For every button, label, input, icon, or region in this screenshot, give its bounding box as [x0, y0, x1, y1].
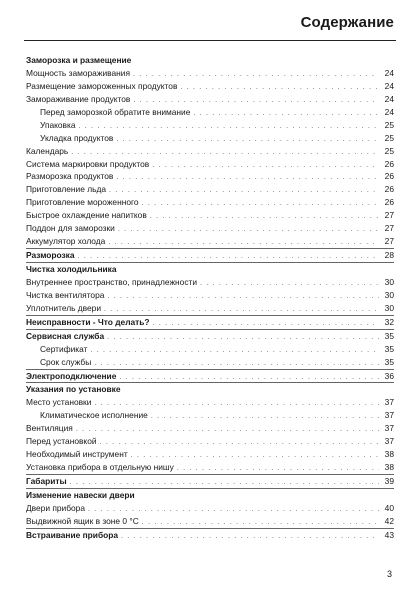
toc-entry-page: 37: [384, 397, 394, 408]
toc-entry-page: 37: [384, 436, 394, 447]
toc-entry[interactable]: [26, 170, 394, 183]
toc-leader-dots: [131, 450, 379, 461]
toc-section-heading[interactable]: [26, 382, 394, 396]
toc-entry-page: 30: [384, 289, 394, 300]
toc-leader-dots: [121, 531, 379, 542]
toc-entry-page: 35: [384, 356, 394, 367]
toc-entry-page: 40: [384, 502, 394, 513]
toc-entry-page: 24: [384, 106, 394, 117]
toc-entry[interactable]: [26, 106, 394, 119]
toc-entry-title: Мощность замораживания: [26, 67, 130, 78]
toc-entry[interactable]: [26, 343, 394, 356]
toc-entry-page: 38: [384, 462, 394, 473]
toc-entry[interactable]: [26, 209, 394, 222]
toc-leader-dots: [94, 398, 379, 409]
toc-entry-title: Сертификат: [40, 343, 88, 354]
toc-entry[interactable]: [26, 302, 394, 315]
toc-entry[interactable]: [26, 369, 394, 383]
toc-leader-dots: [78, 251, 379, 262]
toc-leader-dots: [142, 198, 379, 209]
toc-entry-title: Перед установкой: [26, 436, 97, 447]
toc-entry-title: Габариты: [26, 476, 67, 486]
toc-leader-dots: [79, 121, 379, 132]
toc-leader-dots: [100, 437, 379, 448]
toc-entry[interactable]: [26, 183, 394, 196]
toc-entry-page: 24: [384, 67, 394, 78]
toc-leader-dots: [116, 172, 379, 183]
toc-entry-page: 27: [384, 223, 394, 234]
toc-leader-dots: [152, 160, 379, 171]
toc-section-heading[interactable]: [26, 262, 394, 276]
toc-leader-dots: [180, 82, 379, 93]
toc-leader-dots: [150, 211, 379, 222]
toc-entry-page: 30: [384, 276, 394, 287]
toc-entry-title: Упаковка: [40, 119, 76, 130]
toc-leader-dots: [151, 411, 379, 422]
toc-entry[interactable]: [26, 235, 394, 248]
toc-entry-page: 27: [384, 210, 394, 221]
toc-entry[interactable]: [26, 80, 394, 93]
table-of-contents: [26, 54, 394, 542]
toc-entry-page: 39: [384, 476, 394, 486]
toc-entry-title: Климатическое исполнение: [40, 410, 148, 421]
toc-entry-page: 37: [384, 423, 394, 434]
toc-entry-page: 35: [384, 330, 394, 341]
toc-entry-page: 26: [384, 171, 394, 182]
toc-leader-dots: [118, 224, 379, 235]
toc-entry-page: 27: [384, 236, 394, 247]
toc-entry[interactable]: [26, 515, 394, 528]
toc-entry-page: 25: [384, 119, 394, 130]
toc-entry-title: Изменение навески двери: [26, 489, 135, 500]
toc-entry-title: Уплотнитель двери: [26, 302, 102, 313]
toc-entry-title: Разморозка продуктов: [26, 171, 114, 182]
toc-entry[interactable]: [26, 329, 394, 343]
toc-entry[interactable]: [26, 158, 394, 171]
toc-entry[interactable]: [26, 396, 394, 409]
toc-entry[interactable]: [26, 474, 394, 488]
toc-leader-dots: [177, 463, 379, 474]
toc-entry-title: Место установки: [26, 397, 92, 408]
toc-leader-dots: [200, 278, 379, 289]
toc-entry-title: Чистка холодильника: [26, 264, 117, 274]
toc-leader-dots: [153, 318, 379, 329]
toc-section-heading[interactable]: [26, 54, 394, 67]
toc-leader-dots: [107, 291, 379, 302]
toc-entry[interactable]: [26, 93, 394, 106]
toc-leader-dots: [119, 372, 379, 383]
toc-entry[interactable]: [26, 461, 394, 474]
toc-entry-page: 32: [384, 316, 394, 327]
toc-entry-page: 24: [384, 80, 394, 91]
toc-entry[interactable]: [26, 435, 394, 448]
toc-entry-title: Размещение замороженных продуктов: [26, 80, 178, 91]
toc-entry-page: 24: [384, 93, 394, 104]
toc-section-heading[interactable]: [26, 488, 394, 502]
toc-entry-title: Чистка вентилятора: [26, 289, 105, 300]
toc-leader-dots: [94, 358, 379, 369]
toc-entry[interactable]: [26, 528, 394, 542]
toc-entry-title: Встраивание прибора: [26, 529, 119, 540]
toc-entry[interactable]: [26, 196, 394, 209]
toc-leader-dots: [70, 477, 379, 488]
toc-entry[interactable]: [26, 145, 394, 158]
toc-entry[interactable]: [26, 248, 394, 262]
toc-entry-page: 36: [384, 370, 394, 381]
page-number: 3: [386, 569, 392, 579]
toc-entry-page: 26: [384, 158, 394, 169]
toc-entry[interactable]: [26, 132, 394, 145]
toc-entry-page: 30: [384, 302, 394, 313]
toc-entry-title: Выдвижной ящик в зоне 0 °C: [26, 515, 139, 526]
toc-entry-title: Укладка продуктов: [40, 132, 114, 143]
toc-entry-title: Указания по установке: [26, 384, 121, 395]
toc-leader-dots: [104, 304, 379, 315]
toc-entry-title: Сервисная служба: [26, 330, 105, 341]
page-title: Содержание: [300, 14, 394, 31]
toc-entry-title: Календарь: [26, 145, 69, 156]
toc-entry-page: 42: [384, 515, 394, 526]
header-divider: [24, 40, 396, 41]
toc-entry[interactable]: [26, 448, 394, 461]
toc-entry-page: 43: [384, 529, 394, 540]
toc-entry-title: Вентиляция: [26, 423, 73, 434]
toc-entry-title: Внутреннее пространство, принадлежности: [26, 276, 198, 287]
toc-entry[interactable]: [26, 289, 394, 302]
toc-leader-dots: [76, 424, 379, 435]
toc-entry-title: Неисправности - Что делать?: [26, 316, 150, 327]
toc-entry-page: 28: [384, 250, 394, 261]
toc-entry-title: Поддон для заморозки: [26, 223, 115, 234]
toc-entry-title: Двери прибора: [26, 502, 85, 513]
toc-entry[interactable]: [26, 315, 394, 329]
toc-entry-page: 35: [384, 343, 394, 354]
toc-entry[interactable]: [26, 67, 394, 80]
toc-leader-dots: [116, 134, 379, 145]
toc-leader-dots: [133, 69, 379, 80]
toc-entry-title: Заморозка и размещение: [26, 55, 132, 65]
toc-entry-title: Замораживание продуктов: [26, 93, 131, 104]
toc-leader-dots: [108, 237, 379, 248]
toc-entry-title: Система маркировки продуктов: [26, 158, 150, 169]
toc-entry[interactable]: [26, 409, 394, 422]
toc-leader-dots: [90, 345, 379, 356]
toc-leader-dots: [109, 185, 379, 196]
toc-entry-page: 25: [384, 132, 394, 143]
toc-entry-page: 25: [384, 145, 394, 156]
toc-entry-page: 38: [384, 449, 394, 460]
toc-entry[interactable]: [26, 276, 394, 289]
toc-entry[interactable]: [26, 422, 394, 435]
toc-entry-page: 26: [384, 184, 394, 195]
toc-leader-dots: [88, 504, 379, 515]
toc-entry-title: Приготовление мороженного: [26, 197, 139, 208]
toc-entry-title: Срок службы: [40, 356, 92, 367]
toc-leader-dots: [107, 332, 379, 343]
toc-entry-title: Перед заморозкой обратите внимание: [40, 106, 191, 117]
toc-entry-title: Разморозка: [26, 250, 75, 261]
toc-entry-title: Установка прибора в отдельную нишу: [26, 462, 174, 473]
toc-entry[interactable]: [26, 119, 394, 132]
toc-leader-dots: [142, 517, 379, 528]
toc-entry[interactable]: [26, 356, 394, 369]
toc-entry[interactable]: [26, 222, 394, 235]
toc-entry-page: 37: [384, 410, 394, 421]
toc-entry-title: Быстрое охлаждение напитков: [26, 210, 147, 221]
toc-leader-dots: [133, 95, 379, 106]
toc-leader-dots: [71, 147, 379, 158]
toc-leader-dots: [193, 108, 379, 119]
toc-entry[interactable]: [26, 502, 394, 515]
toc-entry-title: Приготовление льда: [26, 184, 106, 195]
toc-entry-page: 26: [384, 197, 394, 208]
toc-entry-title: Электроподключение: [26, 370, 117, 381]
toc-entry-title: Необходимый инструмент: [26, 449, 128, 460]
toc-entry-title: Аккумулятор холода: [26, 236, 106, 247]
